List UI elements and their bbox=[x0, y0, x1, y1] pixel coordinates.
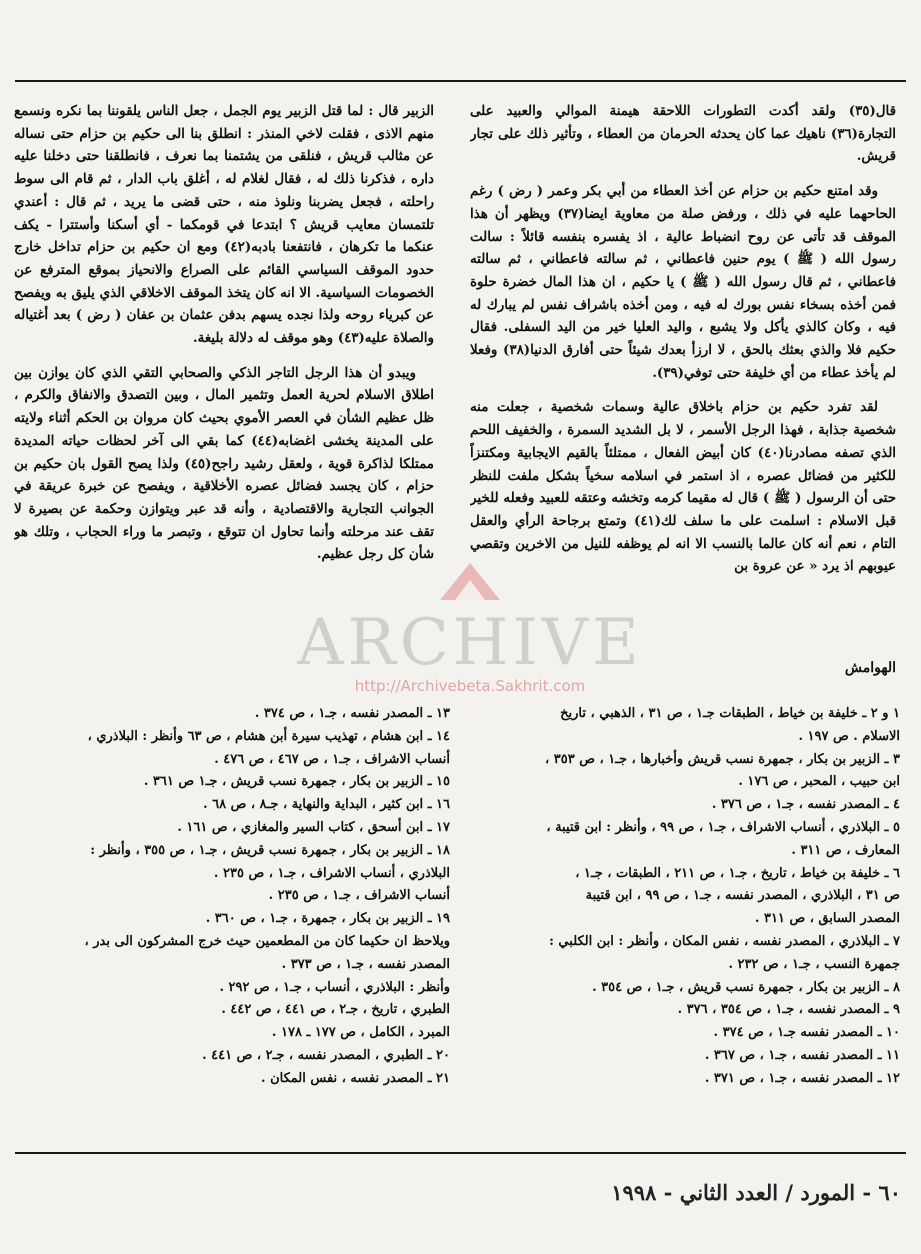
footnote-line: المبرد ، الكامل ، ص ١٧٧ ـ ١٧٨ . bbox=[271, 1025, 450, 1041]
paragraph: لقد تفرد حكيم بن حزام باخلاق عالية وسمات شخصية ، جعلت منه شخصية جذابة ، فهذا الرجل الأسمر ، لا بل الشديد السمرة ، والخفيف اللحم الذي تصفه مصادرنا(٤٠) كان أبيض الفعال ، ممتلئاً بالقيم الايجابية ومكتنزاً للكثير من فضائل عصره ، اذ استمر في اسلامه سخياً بشكل ملفت للنظر حتى أن الرسول ( ﷺ ) قال له مقيما كرمه وتخشه وعتقه للعبيد وفعله للخير قبل الاسلام : اسلمت على ما سلف لك(٤١) وتمتع برجاحة الرأي والعقل التام ، نعم أنه كان عالما بالنسب الا انه لم يوظفه للنيل من الاخرين وتقصي عيوبهم اذ يرد « عن عروة بن bbox=[470, 399, 896, 575]
footnote-line: ٢٠ ـ الطبري ، المصدر نفسه ، جـ٢ ، ص ٤٤١ . bbox=[202, 1047, 450, 1063]
top-rule bbox=[15, 80, 906, 82]
footnote-line: ١٣ ـ المصدر نفسه ، جـ١ ، ص ٣٧٤ . bbox=[254, 706, 450, 721]
footnote-line: البلاذري ، أنساب الاشراف ، جـ١ ، ص ٢٣٥ . bbox=[213, 865, 450, 881]
footnote-line: وأنظر : البلاذري ، أنساب ، جـ١ ، ص ٢٩٢ . bbox=[219, 979, 450, 995]
footnote-line: ٥ ـ البلاذري ، أنساب الاشراف ، جـ١ ، ص ٩٩ ، وأنظر : ابن قتيبة ، bbox=[546, 819, 900, 835]
watermark-title: ARCHIVE bbox=[297, 606, 643, 680]
footnotes-left-column bbox=[16, 703, 450, 1123]
footnote-line: ١٩ ـ الزبير بن بكار ، جمهرة ، جـ١ ، ص ٣٦٠ . bbox=[205, 911, 450, 927]
footnote-line: الاسلام . ص ١٩٧ . bbox=[798, 728, 900, 744]
left-column bbox=[14, 100, 434, 615]
footnote-line: ٤ ـ المصدر نفسه ، جـ١ ، ص ٣٧٦ . bbox=[711, 797, 900, 813]
footnote-line: ابن حبيب ، المحبر ، ص ١٧٦ . bbox=[738, 774, 900, 790]
footnote-line: الطبري ، تاريخ ، جـ٢ ، ص ٤٤١ ، ص ٤٤٢ . bbox=[221, 1002, 450, 1018]
footnotes-heading: الهوامش bbox=[844, 660, 896, 676]
footnote-line: ٦ ـ خليفة بن خياط ، تاريخ ، جـ١ ، ص ٢١١ ، الطبقات ، جـ١ ، bbox=[575, 865, 900, 881]
footnote-line: ١٠ ـ المصدر نفسه جـ١ ، ص ٣٧٤ . bbox=[713, 1025, 900, 1041]
footnote-line: ١٧ ـ ابن أسحق ، كتاب السير والمغازي ، ص ١٦١ . bbox=[177, 819, 450, 835]
footnotes-right-column bbox=[470, 703, 900, 1123]
watermark-url: http://Archivebeta.Sakhrit.com bbox=[354, 677, 586, 695]
footnote-line: ١٤ ـ ابن هشام ، تهذيب سيرة أبن هشام ، ص ٦٣ وأنظر : البلاذري ، bbox=[87, 728, 450, 744]
footnote-line: المصدر نفسه ، جـ١ ، ص ٣٧٣ . bbox=[281, 956, 450, 972]
paragraph: الزبير قال : لما قتل الزبير يوم الجمل ، جعل الناس يلقوننا بما نكره ونسمع منهم الاذى ، فقلت لاخي المنذر : انطلق بنا الى حكيم بن حزام حتى نساله عن مثالب قريش ، فنلقى من يشتمنا بما نعرف ، فانطلقنا حتى دخلنا عليه داره ، فذكرنا ذلك له ، فقال لغلام له ، أغلق باب الدار ، ثم قام الى سوط راحلته ، فجعل يضربنا ونلوذ منه ، حتى قضى ما يريد ، ثم قال : أعندي تلتمسان معايب قريش ؟ ابتدعا في قومكما - أي أسكنا وأستترا - يكف عنكما ما تكرهان ، فانتفعنا بادبه(٤٢) ومع ان حكيم بن حزام تداخل خارج حدود الموقف السياسي القائم على الصراع والانحياز بموقع المترفع عن الخصومات السياسية. الا انه كان يتخذ الموقف الاخلاقي الذي يليق به ويفصح عن كبرياء روحه ولذا نجده يسهم بدفن عثمان بن عفان ( رض ) بعد أغتياله والصلاة عليه(٤٣) وهو موقف له دلالة بليغة. bbox=[14, 103, 434, 347]
footnote-line: ١٥ ـ الزبير بن بكار ، جمهرة نسب قريش ، جـ١ ص ٣٦١ . bbox=[143, 774, 450, 790]
page-footer: ٦٠ - المورد / العدد الثاني - ١٩٩٨ bbox=[611, 1180, 901, 1205]
footnote-line: جمهرة النسب ، جـ١ ، ص ٢٣٢ . bbox=[728, 956, 900, 972]
footnote-line: أنساب الاشراف ، جـ١ ، ص ٢٣٥ . bbox=[268, 888, 450, 904]
footnote-line: المصدر السابق ، ص ٣١١ . bbox=[754, 911, 900, 927]
footnote-line: ١١ ـ المصدر نفسه ، جـ١ ، ص ٣٦٧ . bbox=[704, 1047, 900, 1063]
footnote-line: ١٢ ـ المصدر نفسه ، جـ١ ، ص ٣٧١ . bbox=[704, 1070, 900, 1086]
paragraph: وقد امتنع حكيم بن حزام عن أخذ العطاء من أبي بكر وعمر ( رض ) رغم الحاحهما عليه في ذلك ، ورفض صلة من معاوية ايضا(٣٧) ويظهر أن هذا الموقف قد تأتى عن روح انضباط عالية ، اذ يفسره بنفسه قائلاً : سالت رسول الله ( ﷺ ) يوم حنين فاعطاني ، ثم سالته فاعطاني ، ثم سالته فاعطاني ، ثم قال رسول الله ( ﷺ ) يا حكيم ، ان هذا المال خضرة حلوة فمن أخذه بسخاء نفس بورك له فيه ، ومن أخذه باشراف نفس لم يبارك له فيه ، وكان كالذي يأكل ولا يشبع ، واليد العليا خير من اليد السفلى. فقال حكيم فلا والذي بعثك بالحق ، لا ارزأ بعدك شيئاً حتى أفارق الدنيا(٣٨) وفعلا لم يأخذ عطاء من أي خليفة حتى توفي(٣٩). bbox=[470, 183, 896, 381]
right-column bbox=[470, 100, 896, 635]
footnote-line: ٨ ـ الزبير بن بكار ، جمهرة نسب قريش ، جـ١ ، ص ٣٥٤ . bbox=[592, 979, 900, 995]
footnote-line: ٣ ـ الزبير بن بكار ، جمهرة نسب قريش وأخبارها ، جـ١ ، ص ٣٥٣ ، bbox=[545, 751, 900, 767]
footnote-line: ١٦ ـ ابن كثير ، البداية والنهاية ، جـ٨ ، ص ٦٨ . bbox=[203, 797, 450, 813]
footnote-line: المعارف ، ص ٣١١ . bbox=[791, 842, 900, 858]
footnote-line: ١ و ٢ ـ خليفة بن خياط ، الطبقات جـ١ ، ص ٣١ ، الذهبي ، تاريخ bbox=[560, 706, 900, 721]
footnote-line: ٩ ـ المصدر نفسه ، جـ١ ، ص ٣٥٤ ، ٣٧٦ . bbox=[677, 1002, 900, 1018]
bottom-rule bbox=[15, 1152, 906, 1154]
footnote-line: ٧ ـ البلاذري ، المصدر نفسه ، نفس المكان ، وأنظر : ابن الكلبي : bbox=[549, 933, 900, 949]
footnote-line: أنساب الاشراف ، جـ١ ، ص ٤٦٧ ، ص ٤٧٦ . bbox=[214, 751, 450, 767]
footnote-line: ويلاحظ ان حكيما كان من المطعمين حيث خرج المشركون الى بدر ، bbox=[84, 933, 450, 949]
footnote-line: ٢١ ـ المصدر نفسه ، نفس المكان . bbox=[261, 1070, 450, 1086]
paragraph: قال(٣٥) ولقد أكدت التطورات اللاحقة هيمنة الموالي والعبيد على التجارة(٣٦) ناهيك عما كان يحدثه الحرمان من العطاء ، وتأثير ذلك على تجار قريش. bbox=[470, 103, 896, 165]
paragraph: ويبدو أن هذا الرجل التاجر الذكي والصحابي التقي الذي كان يوازن بين اطلاق الاسلام لحرية العمل وتثمير المال ، وبين التصدق والانفاق والكرم ، ظل عظيم الشأن في العصر الأموي بحيث كان مروان بن الحكم أثناء ولايته على المدينة يخشى اغضابه(٤٤) كما بقي الى آخر لحظات حياته المديدة ممتلكا لذاكرة قوية ، ولعقل رشيد راجح(٤٥) ولذا يصح القول بان حكيم بن حزام ، كان يجسد فضائل عصره الأخلاقية ، ويفصح عن خبرة عريقة في الجوانب التجارية والاقتصادية ، وأنه قد عبر ويتوازن وحكمة عن بصيرة لا تقف عند مرحلته وأنما تحاول ان تتوقع ، وتبصر ما وراء الحجاب ، وتلك هو شأن كل رجل عظيم. bbox=[14, 364, 434, 563]
footnote-line: ١٨ ـ الزبير بن بكار ، جمهرة نسب قريش ، جـ١ ، ص ٣٥٥ ، وأنظر : bbox=[90, 842, 450, 858]
footnote-line: ص ٣١ ، البلاذري ، المصدر نفسه ، جـ١ ، ص ٩٩ ، ابن قتيبة bbox=[585, 888, 900, 904]
